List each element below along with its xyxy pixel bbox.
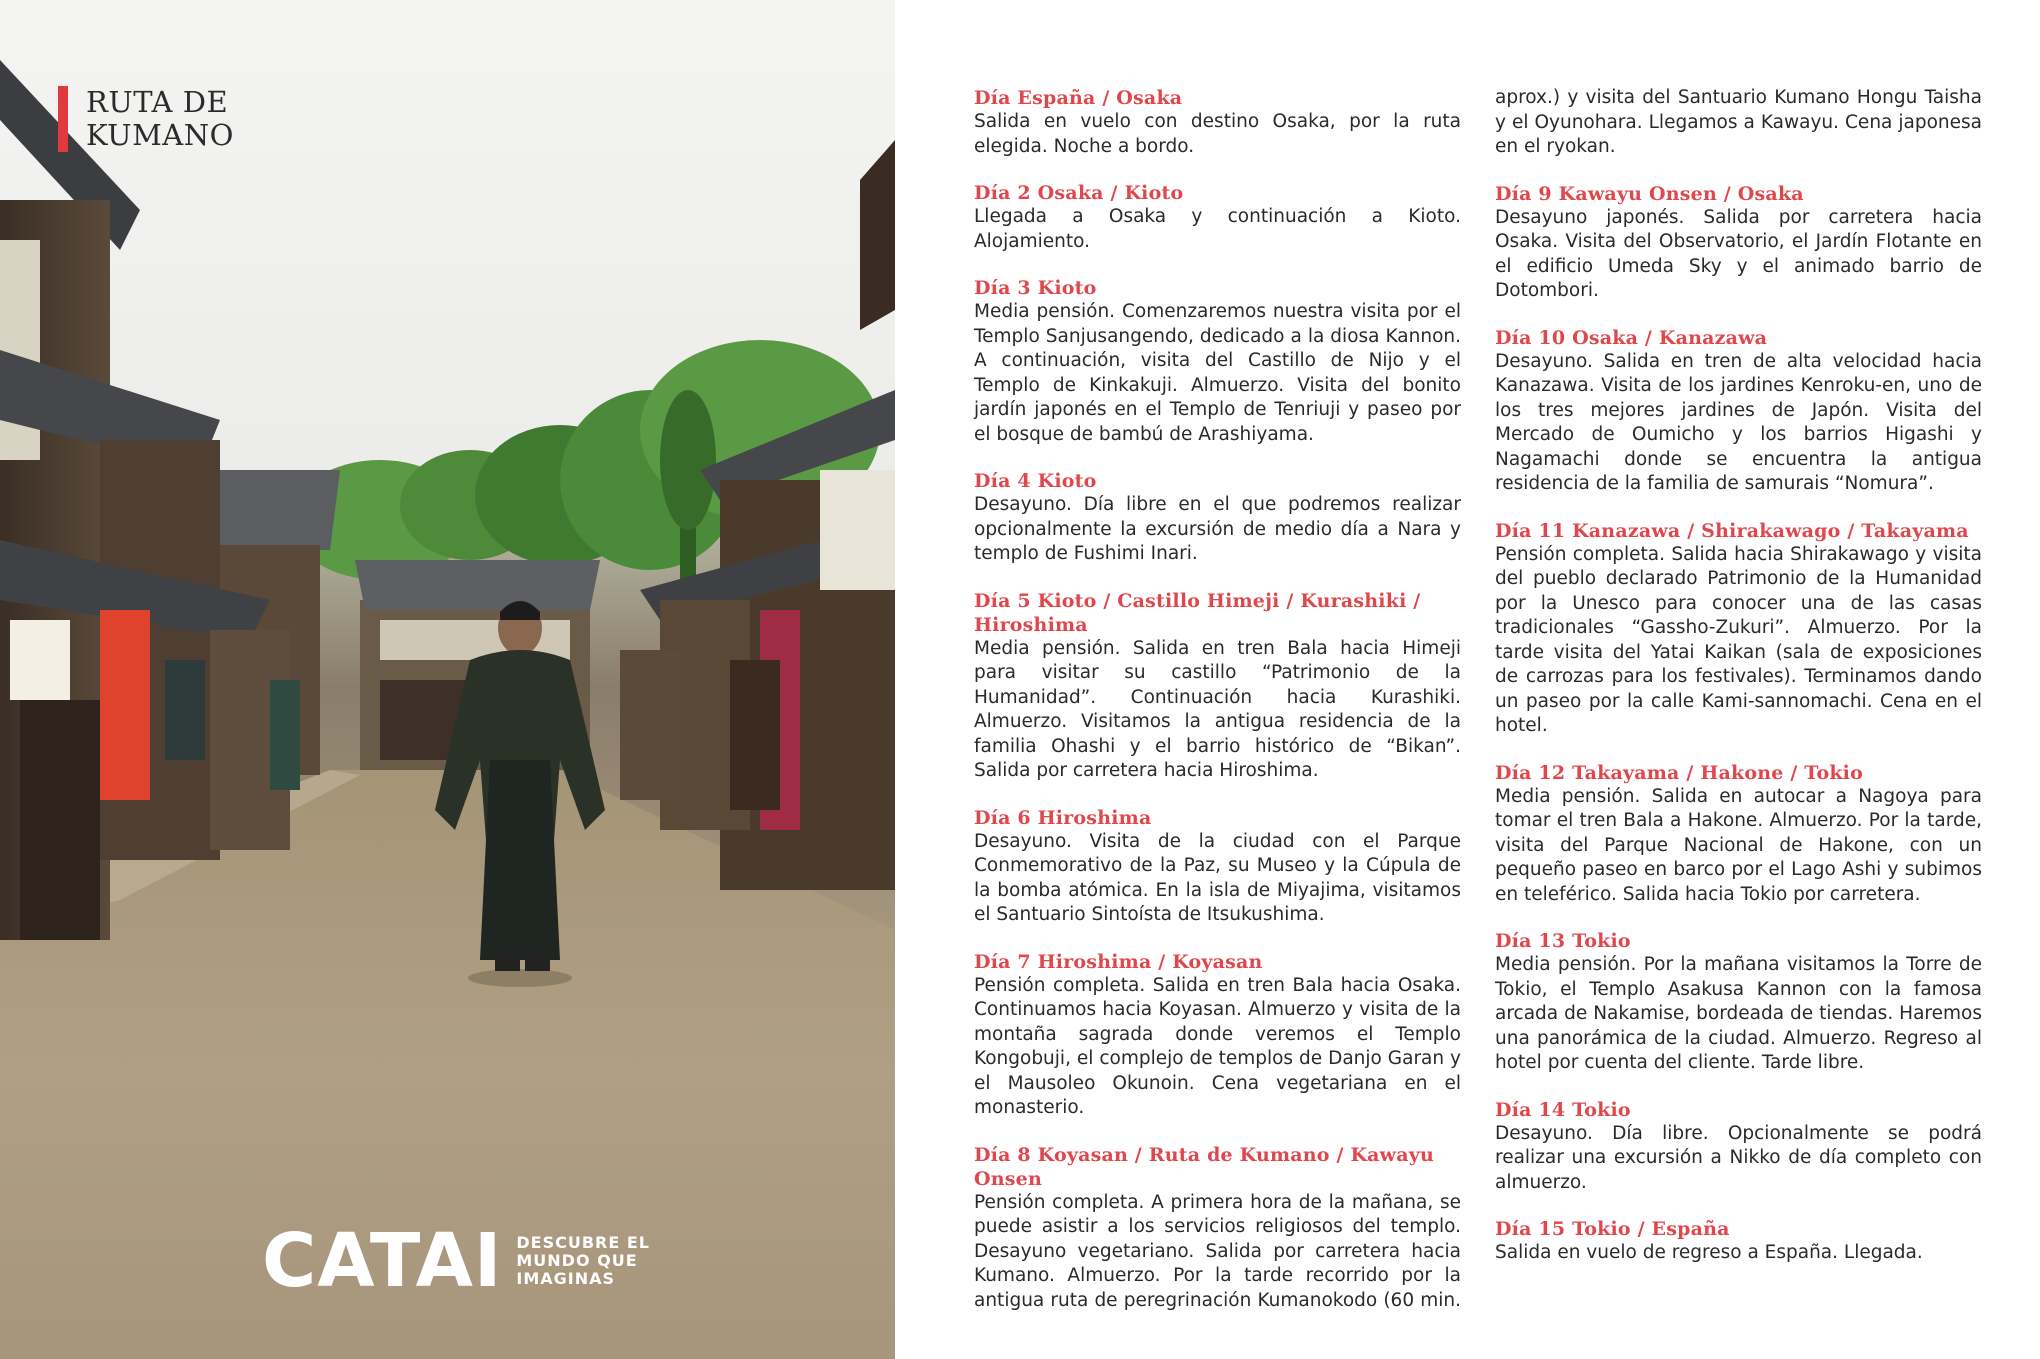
itinerary-day [974, 276, 1461, 447]
day-title: Día 9 Kawayu Onsen / Osaka [1495, 182, 1804, 205]
itinerary-day [1495, 1098, 1982, 1196]
itinerary-day [974, 469, 1461, 567]
brand-tagline [516, 1234, 650, 1288]
brand-tagline-line1: DESCUBRE EL [516, 1233, 650, 1252]
itinerary-day [1495, 1217, 1982, 1266]
day-title: Día 14 Tokio [1495, 1098, 1631, 1121]
itinerary-day [1495, 326, 1982, 497]
day-title: Día 4 Kioto [974, 470, 1097, 492]
day-title: Día 11 Kanazawa / Shirakawago / Takayama [1495, 519, 1969, 542]
day-title: Día 12 Takayama / Hakone / Tokio [1495, 761, 1863, 784]
route-title-line2: KUMANO [86, 118, 234, 152]
day-title: Día 8 Koyasan / Ruta de Kumano / Kawayu Onsen [974, 1143, 1434, 1190]
day-title: Día 10 Osaka / Kanazawa [1495, 326, 1768, 349]
day-description: Desayuno. Día libre en el que podremos realizar opcionalmente la excursión de medio día a Nara y templo de Fushimi Inari. [974, 494, 1461, 564]
itinerary [974, 86, 1982, 1316]
street-scene-illustration [0, 0, 895, 1359]
itinerary-day [1495, 182, 1982, 304]
day-title: Día 2 Osaka / Kioto [974, 182, 1184, 204]
day-description: Llegada a Osaka y continuación a Kioto. Alojamiento. [974, 206, 1461, 252]
itinerary-day [1495, 519, 1982, 739]
day-title: Día 7 Hiroshima / Koyasan [974, 950, 1263, 973]
day-title: Día 13 Tokio [1495, 930, 1631, 952]
day-title: Día 3 Kioto [974, 277, 1097, 299]
brand-tagline-line3: IMAGINAS [516, 1269, 616, 1288]
cover-photo [0, 0, 895, 1359]
day-description: Pensión completa. Salida en tren Bala hacia Osaka. Continuamos hacia Koyasan. Almuerzo y visita de la montaña sagrada donde veremos el Templo Kongobuji, el complejo de templos de Danjo Garan y el Mausoleo Okunoin. Cena vegetariana en el monasterio. [974, 974, 1461, 1118]
day-description: Pensión completa. Salida hacia Shirakawago y visita del pueblo declarado Patrimonio de la Humanidad por la Unesco para conocer una de las casas tradicionales “Gassho-Zukuri”. Almuerzo. Por la tarde visita del Yatai Kaikan (sala de exposiciones de carrozas para los festivales). Terminamos dando un paseo por la calle Kami-sannomachi. Cena en el hotel. [1495, 543, 1982, 736]
brand-name: CATAI [262, 1218, 503, 1304]
route-title [58, 86, 234, 152]
day-description: Salida en vuelo de regreso a España. Llegada. [1495, 1242, 1923, 1263]
day-description: Desayuno japonés. Salida por carretera hacia Osaka. Visita del Observatorio, el Jardín Flotante en el edificio Umeda Sky y el animado barrio de Dotombori. [1495, 206, 1982, 301]
itinerary-day [974, 181, 1461, 254]
itinerary-day [974, 589, 1461, 784]
route-title-line1: RUTA DE [86, 85, 229, 119]
itinerary-day [974, 806, 1461, 928]
day-title: Día España / Osaka [974, 87, 1183, 109]
day-title: Día 15 Tokio / España [1495, 1218, 1730, 1240]
catai-logo [262, 1218, 650, 1304]
day-description: Media pensión. Por la mañana visitamos la Torre de Tokio, el Templo Asakusa Kannon con la famosa arcada de Nakamise, bordeada de tiendas. Haremos una panorámica de la ciudad. Almuerzo. Regreso al hotel por cuenta del cliente. Tarde libre. [1495, 954, 1982, 1073]
day-description: Media pensión. Salida en tren Bala hacia Himeji para visitar su castillo “Patrimonio de la Humanidad”. Continuación hacia Kurashiki. Almuerzo. Visitamos la antigua residencia de la familia Ohashi y el barrio histórico de “Bikan”. Salida por carretera hacia Hiroshima. [974, 637, 1461, 781]
itinerary-day [974, 86, 1461, 159]
day-description: Desayuno. Día libre. Opcionalmente se podrá realizar una excursión a Nikko de día completo con almuerzo. [1495, 1122, 1982, 1193]
day-description: Media pensión. Salida en autocar a Nagoya para tomar el tren Bala a Hakone. Almuerzo. Por la tarde, visita del Parque Nacional de Hakone, con un pequeño paseo en barco por el Lago Ashi y subimos en teleférico. Salida hacia Tokio por carretera. [1495, 785, 1982, 905]
day-description: Salida en vuelo con destino Osaka, por la ruta elegida. Noche a bordo. [974, 111, 1461, 157]
itinerary-day [974, 950, 1461, 1121]
day-description: Desayuno. Salida en tren de alta velocidad hacia Kanazawa. Visita de los jardines Kenroku-en, uno de los tres mejores jardines de Japón. Visita del Mercado de Oumicho y los barrios Higashi y Nagamachi donde se encuentra la antigua residencia de la familia de samurais “Nomura”. [1495, 350, 1982, 494]
itinerary-day [1495, 761, 1982, 908]
day-title: Día 6 Hiroshima [974, 806, 1152, 829]
day-description: Media pensión. Comenzaremos nuestra visita por el Templo Sanjusangendo, dedicado a la diosa Kannon. A continuación, visita del Castillo de Nijo y el Templo de Kinkakuji. Almuerzo. Visita del bonito jardín japonés en el Templo de Tenriuji y paseo por el bosque de bambú de Arashiyama. [974, 301, 1461, 445]
day-title: Día 5 Kioto / Castillo Himeji / Kurashiki / Hiroshima [974, 589, 1421, 636]
day-description: Pensión completa. A primera hora de la mañana, se puede asistir a los servicios religiosos del templo. Desayuno vegetariano. Salida por carretera hacia Kumano. Almuerzo. Por la tarde recorrido por la antigua ruta de peregrinación Kumanokodo (60 min. aprox.) y visita del Santuario Kumano Hongu Taisha y el Oyunohara. Llegamos a Kawayu. Cena japonesa en el ryokan. [974, 87, 1982, 1311]
day-description: Desayuno. Visita de la ciudad con el Parque Conmemorativo de la Paz, su Museo y la Cúpula de la bomba atómica. En la isla de Miyajima, visitamos el Santuario Sintoísta de Itsukushima. [974, 830, 1461, 925]
brand-tagline-line2: MUNDO QUE [516, 1251, 638, 1270]
itinerary-day [1495, 929, 1982, 1076]
